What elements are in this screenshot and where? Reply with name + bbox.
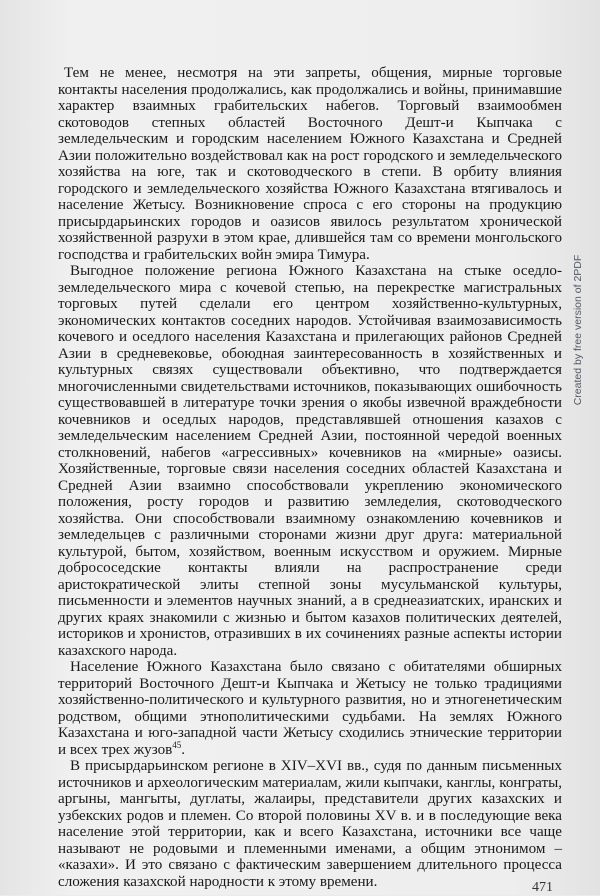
paragraph-3: [58, 659, 562, 758]
watermark: Created by free version of 2PDF: [572, 254, 584, 406]
paragraph-2: Выгодное положение региона Южного Казахстана на стыке оседло-земледельческого мира с кочевой степью, на перекрестке магистральных торговых путей сделали его центром хозяйственно-культурных, экономических контактов соседних народов. Устойчивая взаимозависимость кочевого и оседлого населения Казахстана и прилегающих районов Средней Азии в средневековье, обоюдная заинтересованность в хозяйственных и культурных связях существовали объективно, что подтверждается многочисленными свидетельствами источников, показывающих ошибочность существовавшей в литературе точки зрения о якобы извечной враждебности кочевников и оседлых народов, представлявшей отношения казахов с земледельческим населением Средней Азии, постоянной чередой военных столкновений, набегов «агрессивных» кочевников на «мирные» оазисы. Хозяйственные, торговые связи населения соседних областей Казахстана и Средней Азии взаимно способствовали укреплению экономического положения, росту городов и развитию земледелия, скотоводческого хозяйства. Они способствовали взаимному ознакомлению кочевников и земледельцев с различными сторонами жизни друг друга: материальной культурой, бытом, хозяйством, военным искусством и оружием. Мирные добрососедские контакты влияли на распространение среди аристократической элиты степной зоны мусульманской культуры, письменности и элементов научных знаний, а в среднеазиатских, иранских и других краях знакомили с жизнью и бытом казахов политических деятелей, историков и хронистов, отразивших в их сочинениях разные аспекты истории казахского народа.: [58, 263, 562, 659]
footnote-ref[interactable]: 45: [172, 739, 182, 750]
paragraph-4: В присырдарьинском регионе в XIV–XVI вв., судя по данным письменных источников и археологическим материалам, жили кыпчаки, канглы, конграты, аргыны, мангыты, дуглаты, жалаиры, представители других казахских и узбекских родов и племен. Со второй половины XV в. и в последующие века население этой территории, как и всего Казахстана, источники все чаще называют не родовыми и племенными именами, а общим этнонимом – «казахи». И это связано с фактическим завершением длительного процесса сложения казахской народности к этому времени.: [58, 758, 562, 890]
paragraph-1: Тем не менее, несмотря на эти запреты, общения, мирные торговые контакты населения продолжались, как продолжались и войны, принимавшие характер взаимных грабительских набегов. Торговый взаимообмен скотоводов степных областей Восточного Дешт-и Кыпчака с земледельческим и городским населением Южного Казахстана и Средней Азии положительно воздействовал как на рост городского и земледельческого хозяйства на юге, так и скотоводческого в степи. В орбиту влияния городского и земледельческого хозяйства Южного Казахстана втягивалось и население Жетысу. Возникновение спроса с его стороны на продукцию присырдарьинских городов и оазисов явилось результатом хронической хозяйственной разрухи в этом крае, длившейся там со времени монгольского господства и грабительских войн эмира Тимура.: [58, 65, 562, 263]
page-number: 471: [532, 880, 553, 895]
paragraph-3-end: .: [181, 741, 186, 758]
main-text: [58, 65, 562, 890]
paragraph-3-text: Население Южного Казахстана было связано с обитателями обширных территорий Восточного Дешт-и Кыпчака и Жетысу не только традициями хозяйственно-политического и культурного развития, но и этногенетическим родством, общими этнополитическими судьбами. На землях Южного Казахстана и юго-западной части Жетысу сходились этнические территории и всех трех жузов: [58, 659, 562, 758]
